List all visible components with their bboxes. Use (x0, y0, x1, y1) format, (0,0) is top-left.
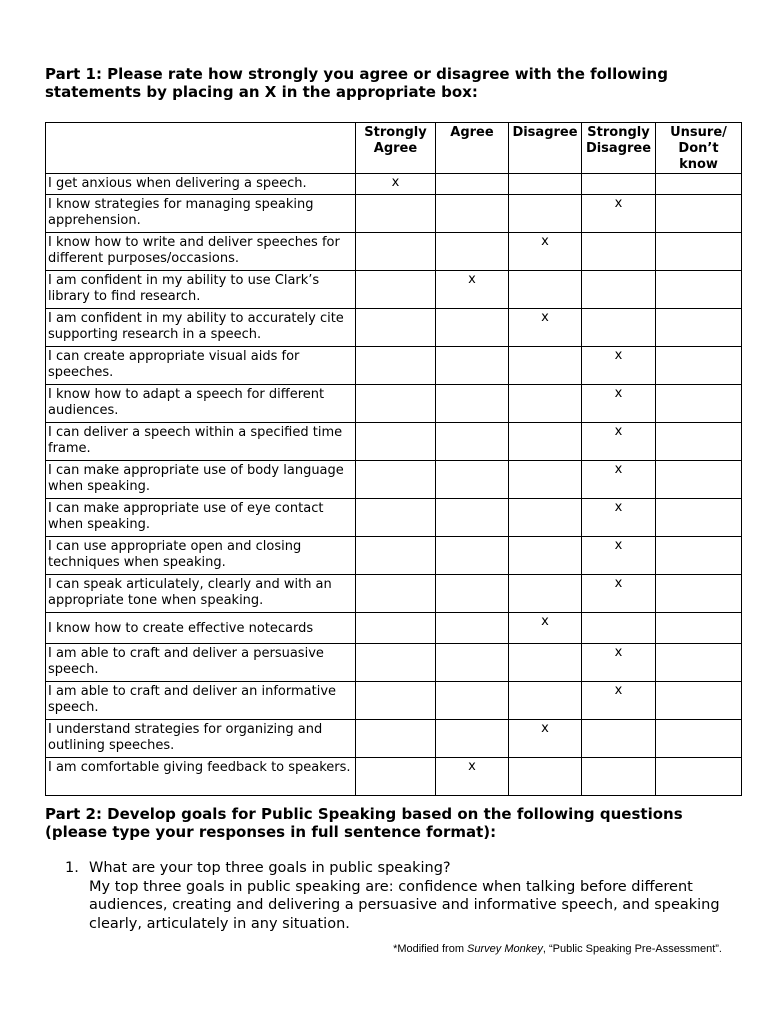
rating-cell-unsure (656, 499, 742, 537)
statement-cell: I know how to create effective notecards (46, 613, 356, 644)
table-row (46, 385, 742, 423)
rating-cell-agree (436, 271, 509, 309)
rating-cell-strongly-agree (356, 385, 436, 423)
rating-cell-disagree (509, 233, 582, 271)
rating-cell-disagree (509, 347, 582, 385)
rating-mark: x (468, 759, 476, 774)
header-agree: Agree (436, 123, 509, 174)
rating-cell-agree (436, 758, 509, 796)
statement-cell: I get anxious when delivering a speech. (46, 174, 356, 195)
statement-cell: I can make appropriate use of body language when speaking. (46, 461, 356, 499)
rating-cell-strongly-agree (356, 537, 436, 575)
rating-cell-unsure (656, 174, 742, 195)
rating-cell-strongly-agree (356, 309, 436, 347)
rating-cell-strongly-disagree (582, 461, 656, 499)
rating-cell-agree (436, 423, 509, 461)
rating-mark: x (614, 500, 623, 515)
rating-cell-strongly-agree (356, 720, 436, 758)
footnote-source: Survey Monkey (467, 943, 543, 955)
rating-cell-strongly-disagree (582, 613, 656, 644)
rating-cell-unsure (656, 195, 742, 233)
rating-cell-disagree (509, 720, 582, 758)
rating-cell-strongly-disagree (582, 499, 656, 537)
rating-cell-strongly-agree (356, 233, 436, 271)
table-row (46, 720, 742, 758)
rating-cell-strongly-disagree (582, 271, 656, 309)
rating-cell-unsure (656, 271, 742, 309)
rating-cell-strongly-disagree (582, 537, 656, 575)
rating-cell-strongly-disagree (582, 575, 656, 613)
rating-cell-strongly-disagree (582, 644, 656, 682)
table-row (46, 499, 742, 537)
rating-cell-strongly-agree (356, 423, 436, 461)
statement-cell: I can deliver a speech within a specified time frame. (46, 423, 356, 461)
rating-mark: x (541, 310, 549, 325)
rating-cell-agree (436, 385, 509, 423)
statement-cell: I can create appropriate visual aids for speeches. (46, 347, 356, 385)
table-row (46, 644, 742, 682)
rating-cell-disagree (509, 499, 582, 537)
rating-cell-disagree (509, 309, 582, 347)
goal-answer: My top three goals in public speaking are: confidence when talking before different audiences, creating and delivering a persuasive and informative speech, and speaking clearly, articulately in any situation. (89, 878, 720, 932)
rating-cell-disagree (509, 461, 582, 499)
rating-table (45, 122, 742, 796)
rating-cell-unsure (656, 720, 742, 758)
rating-cell-strongly-disagree (582, 174, 656, 195)
footnote-prefix: *Modified from (393, 943, 468, 955)
statement-cell: I know how to adapt a speech for different audiences. (46, 385, 356, 423)
rating-mark: x (468, 272, 476, 287)
rating-mark: x (614, 462, 623, 477)
rating-cell-agree (436, 347, 509, 385)
rating-cell-unsure (656, 461, 742, 499)
rating-cell-agree (436, 720, 509, 758)
rating-mark: x (614, 645, 623, 660)
rating-cell-strongly-agree (356, 758, 436, 796)
table-row (46, 174, 742, 195)
table-row (46, 347, 742, 385)
rating-cell-disagree (509, 537, 582, 575)
rating-cell-strongly-disagree (582, 682, 656, 720)
goals-list (65, 859, 735, 933)
statement-cell: I know how to write and deliver speeches for different purposes/occasions. (46, 233, 356, 271)
statement-cell: I can speak articulately, clearly and with an appropriate tone when speaking. (46, 575, 356, 613)
table-row (46, 461, 742, 499)
rating-cell-strongly-disagree (582, 195, 656, 233)
rating-cell-unsure (656, 423, 742, 461)
rating-mark: x (614, 348, 623, 363)
rating-mark: x (614, 538, 623, 553)
rating-cell-strongly-agree (356, 613, 436, 644)
rating-cell-unsure (656, 644, 742, 682)
rating-cell-strongly-agree (356, 575, 436, 613)
table-row (46, 537, 742, 575)
rating-cell-unsure (656, 347, 742, 385)
rating-mark: x (614, 424, 623, 439)
table-header-row (46, 123, 742, 174)
rating-cell-unsure (656, 233, 742, 271)
rating-cell-strongly-disagree (582, 423, 656, 461)
part2-heading: Part 2: Develop goals for Public Speaking based on the following questions (please type your responses in full sentence format): (45, 805, 683, 841)
table-row (46, 233, 742, 271)
rating-cell-strongly-disagree (582, 758, 656, 796)
statement-cell: I am confident in my ability to accurately cite supporting research in a speech. (46, 309, 356, 347)
rating-cell-strongly-agree (356, 644, 436, 682)
rating-cell-unsure (656, 682, 742, 720)
statement-cell: I can use appropriate open and closing techniques when speaking. (46, 537, 356, 575)
rating-cell-disagree (509, 174, 582, 195)
rating-cell-unsure (656, 537, 742, 575)
table-row (46, 758, 742, 796)
rating-cell-agree (436, 613, 509, 644)
goal-number: 1. (65, 860, 79, 876)
table-row (46, 195, 742, 233)
rating-cell-strongly-disagree (582, 233, 656, 271)
rating-cell-agree (436, 537, 509, 575)
rating-cell-strongly-agree (356, 271, 436, 309)
rating-mark: x (541, 614, 549, 629)
rating-mark: x (614, 683, 623, 698)
table-row (46, 613, 742, 644)
rating-cell-disagree (509, 613, 582, 644)
statement-cell: I am comfortable giving feedback to speakers. (46, 758, 356, 796)
statement-cell: I am confident in my ability to use Clark’s library to find research. (46, 271, 356, 309)
rating-cell-disagree (509, 195, 582, 233)
rating-cell-disagree (509, 575, 582, 613)
statement-cell: I can make appropriate use of eye contact when speaking. (46, 499, 356, 537)
footnote-suffix: , “Public Speaking Pre-Assessment”. (542, 943, 722, 955)
rating-cell-strongly-disagree (582, 720, 656, 758)
rating-mark: x (614, 576, 623, 591)
rating-cell-agree (436, 174, 509, 195)
rating-cell-disagree (509, 271, 582, 309)
table-row (46, 575, 742, 613)
rating-cell-disagree (509, 423, 582, 461)
header-disagree: Disagree (509, 123, 582, 174)
rating-mark: x (614, 196, 623, 211)
rating-cell-strongly-agree (356, 347, 436, 385)
statement-cell: I am able to craft and deliver an informative speech. (46, 682, 356, 720)
statement-cell: I am able to craft and deliver a persuasive speech. (46, 644, 356, 682)
rating-cell-strongly-disagree (582, 385, 656, 423)
rating-cell-strongly-agree (356, 174, 436, 195)
rating-cell-strongly-agree (356, 461, 436, 499)
rating-cell-agree (436, 195, 509, 233)
statement-cell: I understand strategies for organizing and outlining speeches. (46, 720, 356, 758)
rating-cell-unsure (656, 385, 742, 423)
rating-cell-agree (436, 233, 509, 271)
header-statement (46, 123, 356, 174)
rating-cell-agree (436, 461, 509, 499)
table-row (46, 682, 742, 720)
header-strongly-agree: Strongly Agree (356, 123, 436, 174)
rating-cell-agree (436, 644, 509, 682)
header-unsure: Unsure/ Don’t know (656, 123, 742, 174)
rating-cell-agree (436, 682, 509, 720)
rating-mark: x (614, 386, 623, 401)
table-row (46, 271, 742, 309)
rating-cell-strongly-agree (356, 195, 436, 233)
goal-question: What are your top three goals in public speaking? (89, 860, 451, 876)
table-row (46, 423, 742, 461)
rating-cell-strongly-agree (356, 682, 436, 720)
rating-cell-strongly-disagree (582, 347, 656, 385)
rating-cell-strongly-disagree (582, 309, 656, 347)
rating-cell-unsure (656, 758, 742, 796)
rating-cell-agree (436, 575, 509, 613)
statement-cell: I know strategies for managing speaking apprehension. (46, 195, 356, 233)
rating-cell-strongly-agree (356, 499, 436, 537)
rating-cell-unsure (656, 309, 742, 347)
part1-heading: Part 1: Please rate how strongly you agree or disagree with the following statements by placing an X in the appropriate box: (45, 65, 668, 101)
rating-mark: x (541, 234, 549, 249)
rating-cell-agree (436, 499, 509, 537)
table-row (46, 309, 742, 347)
source-footnote (393, 943, 722, 955)
rating-cell-unsure (656, 613, 742, 644)
rating-cell-unsure (656, 575, 742, 613)
rating-cell-disagree (509, 758, 582, 796)
rating-cell-disagree (509, 385, 582, 423)
rating-mark: x (541, 721, 549, 736)
rating-cell-disagree (509, 682, 582, 720)
header-strongly-disagree: Strongly Disagree (582, 123, 656, 174)
rating-cell-agree (436, 309, 509, 347)
rating-cell-disagree (509, 644, 582, 682)
rating-mark: x (391, 175, 400, 190)
